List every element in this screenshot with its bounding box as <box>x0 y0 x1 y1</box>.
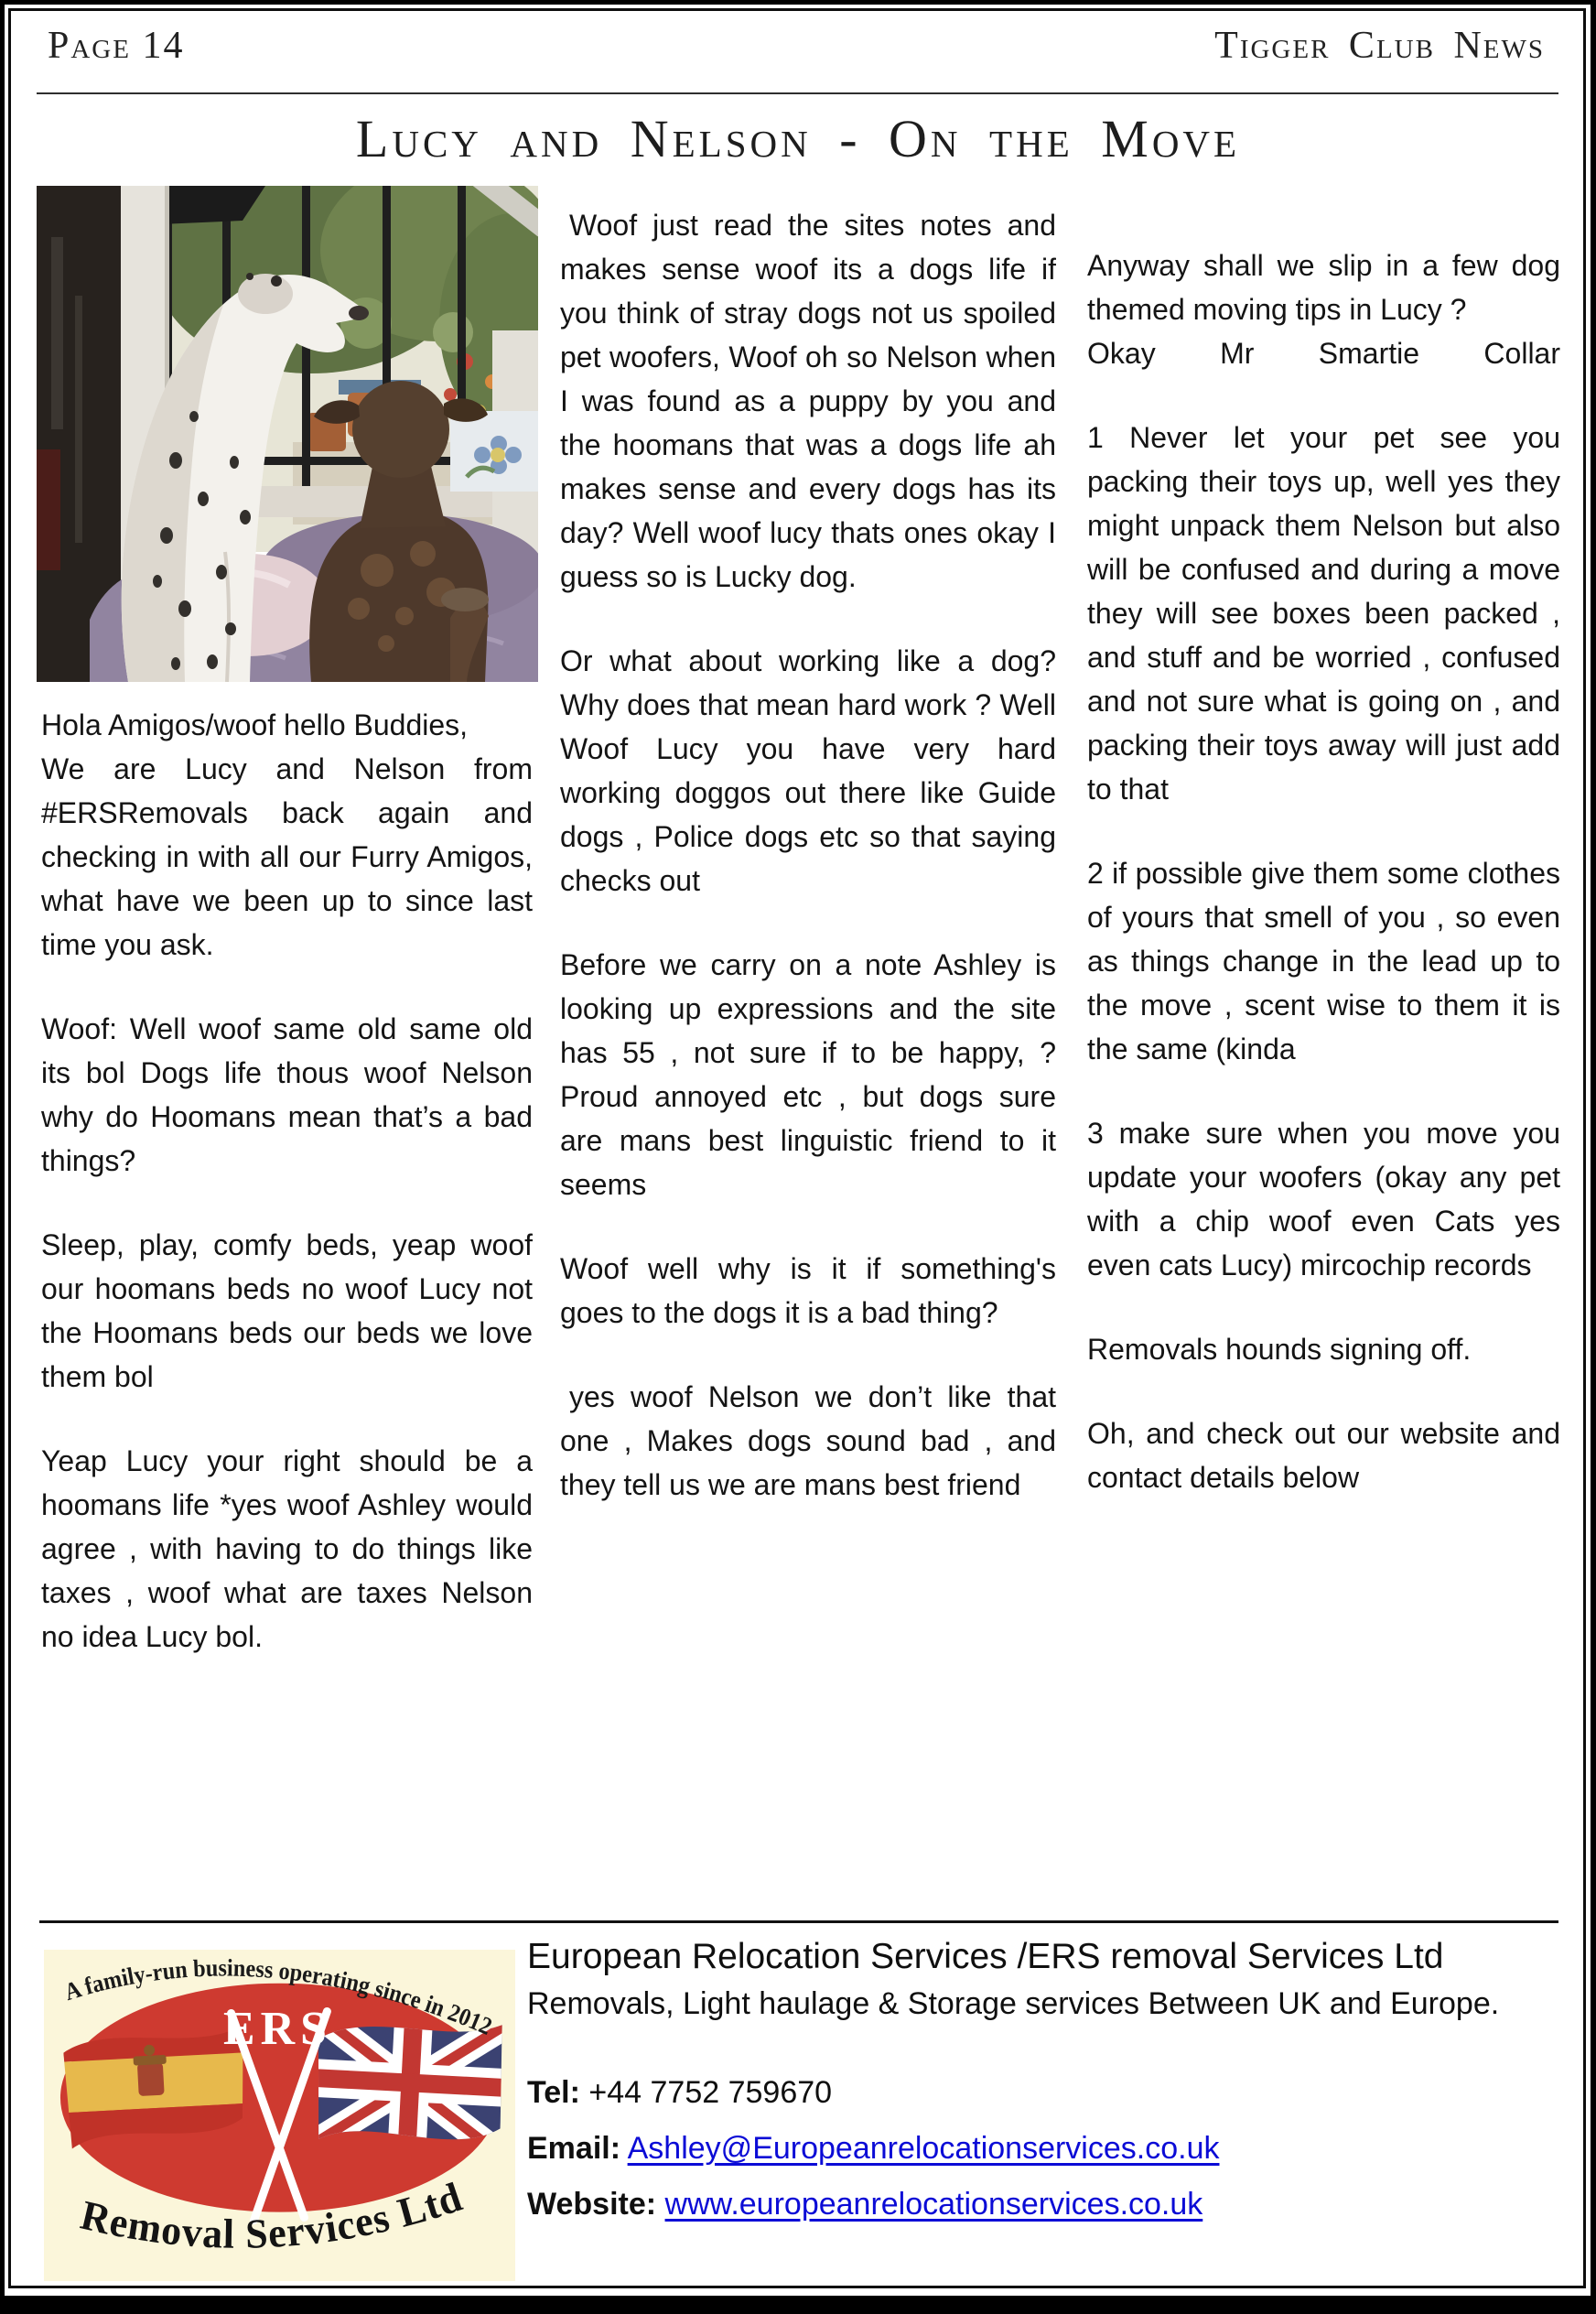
article-paragraph: Woof well why is it if something's goes to the dogs it is a bad thing? <box>560 1252 1056 1329</box>
logo-arc-top-text: A family-run business operating since in 2012 <box>60 1953 498 2041</box>
article-paragraph: Hola Amigos/woof hello Buddies, <box>41 708 469 741</box>
email-label: Email: <box>527 2131 621 2166</box>
article-column-3 <box>1087 243 1560 1891</box>
logo-monogram: ERS <box>223 2003 332 2056</box>
article-paragraph: Before we carry on a note Ashley is looking up expressions and the site has 55 , not sure if to be happy, ? Proud annoyed etc , but dogs sure are mans best linguistic friend to it seems <box>560 948 1056 1201</box>
website-link[interactable]: www.europeanrelocationservices.co.uk <box>664 2187 1203 2222</box>
tel-label: Tel: <box>527 2075 580 2110</box>
article-paragraph: Or what about working like a dog? Why does that mean hard work ? Well Woof Lucy you have very hard working doggos out there like Guide dogs , Police dogs etc so that saying checks out <box>560 644 1056 897</box>
article-paragraph: 1 Never let your pet see you packing their toys up, well yes they might unpack them Nelson but also will be confused and during a move they will see boxes been packed , and stuff and be worried , confused and not sure what is going on , and packing their toys away will just add to that <box>1087 421 1560 806</box>
company-name: European Relocation Services /ERS removal Services Ltd <box>527 1937 1444 1976</box>
footer-divider <box>39 1920 1558 1923</box>
page-frame-bottom <box>0 2296 1596 2314</box>
page-frame-right <box>1591 0 1596 2314</box>
page-frame-left <box>0 0 5 2314</box>
article-paragraph: yes woof Nelson we don’t like that one , Makes dogs sound bad , and they tell us we are mans best friend <box>560 1380 1056 1501</box>
article-paragraph: Yeap Lucy your right should be a hoomans life *yes woof Ashley would agree , with having to do things like taxes , woof what are taxes Nelson no idea Lucy bol. <box>41 1444 533 1653</box>
article-paragraph: Woof: Well woof same old same old its bol Dogs life thous woof Nelson why do Hoomans mean that’s a bad things? <box>41 1012 533 1177</box>
article-title: Lucy and Nelson - On the Move <box>355 109 1241 168</box>
dogs-photo <box>37 186 538 682</box>
article-paragraph: We are Lucy and Nelson from #ERSRemovals back again and checking in with all our Furry Amigos, what have we been up to since last time you ask. <box>41 752 533 961</box>
tel-number: +44 7752 759670 <box>588 2075 833 2110</box>
footer-contact-block <box>527 1937 1580 2243</box>
tel-line <box>527 2075 1580 2111</box>
article-paragraph: 3 make sure when you move you update your woofers (okay any pet with a chip woof even Cats yes even cats Lucy) mircochip records <box>1087 1117 1560 1281</box>
page-header <box>48 24 1545 68</box>
email-line <box>527 2131 1580 2167</box>
article-column-2 <box>560 203 1056 1897</box>
article-paragraph: Sleep, play, comfy beds, yeap woof our hoomans beds no woof Lucy not the Hoomans beds our beds we love them bol <box>41 1228 533 1393</box>
article-paragraph: Woof just read the sites notes and makes sense woof its a dogs life if you think of stray dogs not us spoiled pet woofers, Woof oh so Nelson when I was found as a puppy by you and the hoomans that was a dogs life ah makes sense and every dogs has its day? Well woof lucy thats ones okay I guess so is Lucky dog. <box>560 209 1056 593</box>
company-tagline: Removals, Light haulage & Storage services Between UK and Europe. <box>527 1986 1500 2021</box>
article-paragraph: Okay Mr Smartie Collar <box>1087 337 1560 370</box>
article-paragraph: Oh, and check out our website and contact details below <box>1087 1417 1560 1494</box>
website-label: Website: <box>527 2187 657 2222</box>
article-column-1 <box>41 703 533 1893</box>
article-paragraph: Removals hounds signing off. <box>1087 1333 1472 1366</box>
company-logo <box>44 1950 515 2281</box>
website-line <box>527 2187 1580 2222</box>
page-number: Page 14 <box>48 25 185 67</box>
email-link[interactable]: Ashley@Europeanrelocationservices.co.uk <box>627 2131 1220 2166</box>
header-divider <box>37 92 1558 94</box>
page-frame-top <box>0 0 1596 5</box>
article-paragraph: 2 if possible give them some clothes of yours that smell of you , so even as things change in the lead up to the move , scent wise to them it is the same (kinda <box>1087 857 1560 1065</box>
article-paragraph: Anyway shall we slip in a few dog themed moving tips in Lucy ? <box>1087 249 1560 326</box>
newsletter-name: Tigger Club News <box>1214 25 1545 67</box>
logo-arc-bottom-text: Removal Services Ltd <box>76 2172 469 2257</box>
